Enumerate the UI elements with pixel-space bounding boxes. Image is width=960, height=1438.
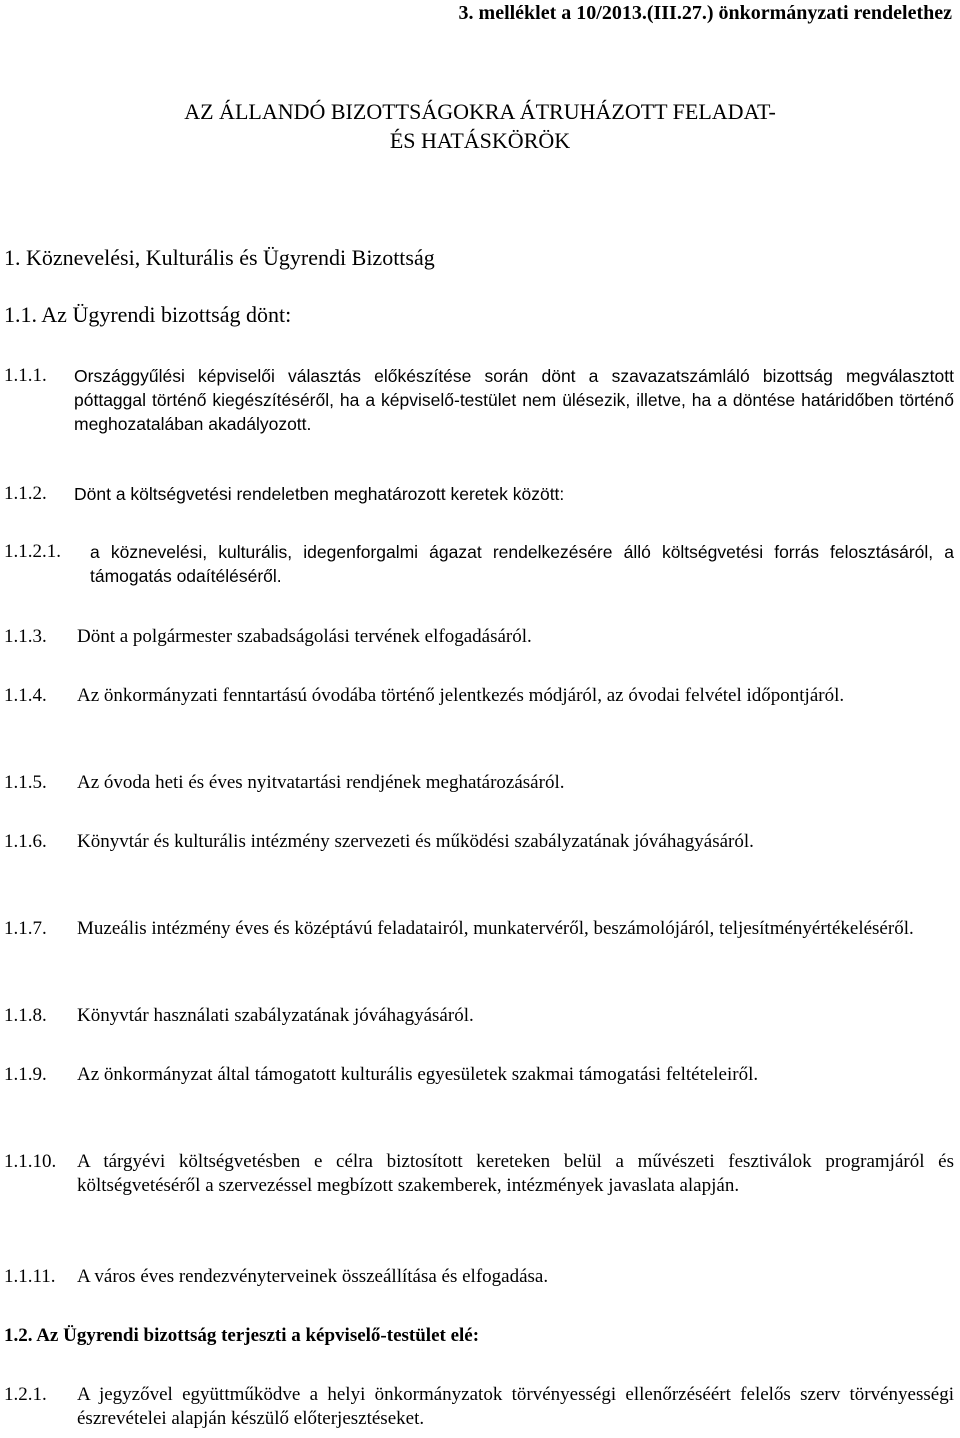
item-text: A jegyzővel együttműködve a helyi önkormányzatok törvényességi ellenőrzéséért felelős szerv törvényességi észrevételei alapján készülő előterjesztéseket. [77,1384,954,1429]
item-text: a köznevelési, kulturális, idegenforgalmi ágazat rendelkezésére álló költségvetési forrás felosztásáról, a támogatás odaítéléséről. [90,542,954,586]
list-item [4,830,954,854]
list-item [4,1383,954,1431]
item-number: 1.1.4. [4,685,47,706]
list-item [4,364,954,436]
item-number: 1.1.2. [4,483,47,504]
list-item [4,482,954,506]
list-item [4,684,954,708]
item-text: Könyvtár használati szabályzatának jóváhagyásáról. [77,1005,474,1026]
list-item [4,625,954,649]
item-number: 1.2.1. [4,1384,47,1405]
list-item [4,1265,954,1289]
section-heading: 1. Köznevelési, Kulturális és Ügyrendi Bizottság [4,245,435,270]
document-title-line-2: ÉS HATÁSKÖRÖK [389,128,571,153]
item-text: Muzeális intézmény éves és középtávú feladatairól, munkatervéről, beszámolójáról, teljesítményértékeléséről. [77,918,914,939]
item-text: A város éves rendezvényterveinek összeállítása és elfogadása. [77,1266,549,1287]
document-title-line-1: AZ ÁLLANDÓ BIZOTTSÁGOKRA ÁTRUHÁZOTT FELADAT- [184,99,776,124]
item-text: Az önkormányzati fenntartású óvodába történő jelentkezés módjáról, az óvodai felvétel időpontjáról. [77,685,845,706]
item-number: 1.1.5. [4,772,47,793]
item-number: 1.1.6. [4,831,47,852]
item-text: Az óvoda heti és éves nyitvatartási rendjének meghatározásáról. [77,772,565,793]
item-text: Országgyűlési képviselői választás előkészítése során dönt a szavazatszámláló bizottság megválasztott póttaggal történő kiegészítéséről, ha a képviselő-testület nem ülésezik, illetve, ha a döntése határidőben történő meghozatalában akadályozott. [74,366,954,434]
item-number: 1.1.11. [4,1266,56,1287]
item-text: Az önkormányzat által támogatott kulturális egyesületek szakmai támogatási feltételeiről. [77,1064,759,1085]
list-item [4,1063,954,1087]
item-number: 1.1.8. [4,1005,47,1026]
item-number: 1.1.2.1. [4,541,61,562]
item-text: Dönt a polgármester szabadságolási tervének elfogadásáról. [77,626,532,647]
subsection-heading-bold [4,1324,954,1348]
item-text: Könyvtár és kulturális intézmény szervezeti és működési szabályzatának jóváhagyásáról. [77,831,754,852]
item-number: 1.1.1. [4,365,47,386]
list-item [4,917,954,941]
item-number: 1.1.7. [4,918,47,939]
annex-reference: 3. melléklet a 10/2013.(III.27.) önkormányzati rendelethez [458,2,952,24]
list-item [4,1150,954,1198]
subsection-heading: 1.1. Az Ügyrendi bizottság dönt: [4,302,292,327]
list-item [4,1004,954,1028]
list-item [4,540,954,588]
item-number: 1.1.3. [4,626,47,647]
list-item [4,771,954,795]
item-number: 1.1.10. [4,1151,57,1172]
document-title [0,97,960,155]
item-number: 1.1.9. [4,1064,47,1085]
item-text: Dönt a költségvetési rendeletben meghatározott keretek között: [74,484,565,504]
subsection-heading-text: 1.2. Az Ügyrendi bizottság terjeszti a képviselő-testület elé: [4,1325,480,1346]
item-text: A tárgyévi költségvetésben e célra biztosított kereteken belül a művészeti fesztiválok programjáról és költségvetéséről a szervezéssel megbízott szakemberek, intézmények javaslata alapján. [77,1151,954,1196]
